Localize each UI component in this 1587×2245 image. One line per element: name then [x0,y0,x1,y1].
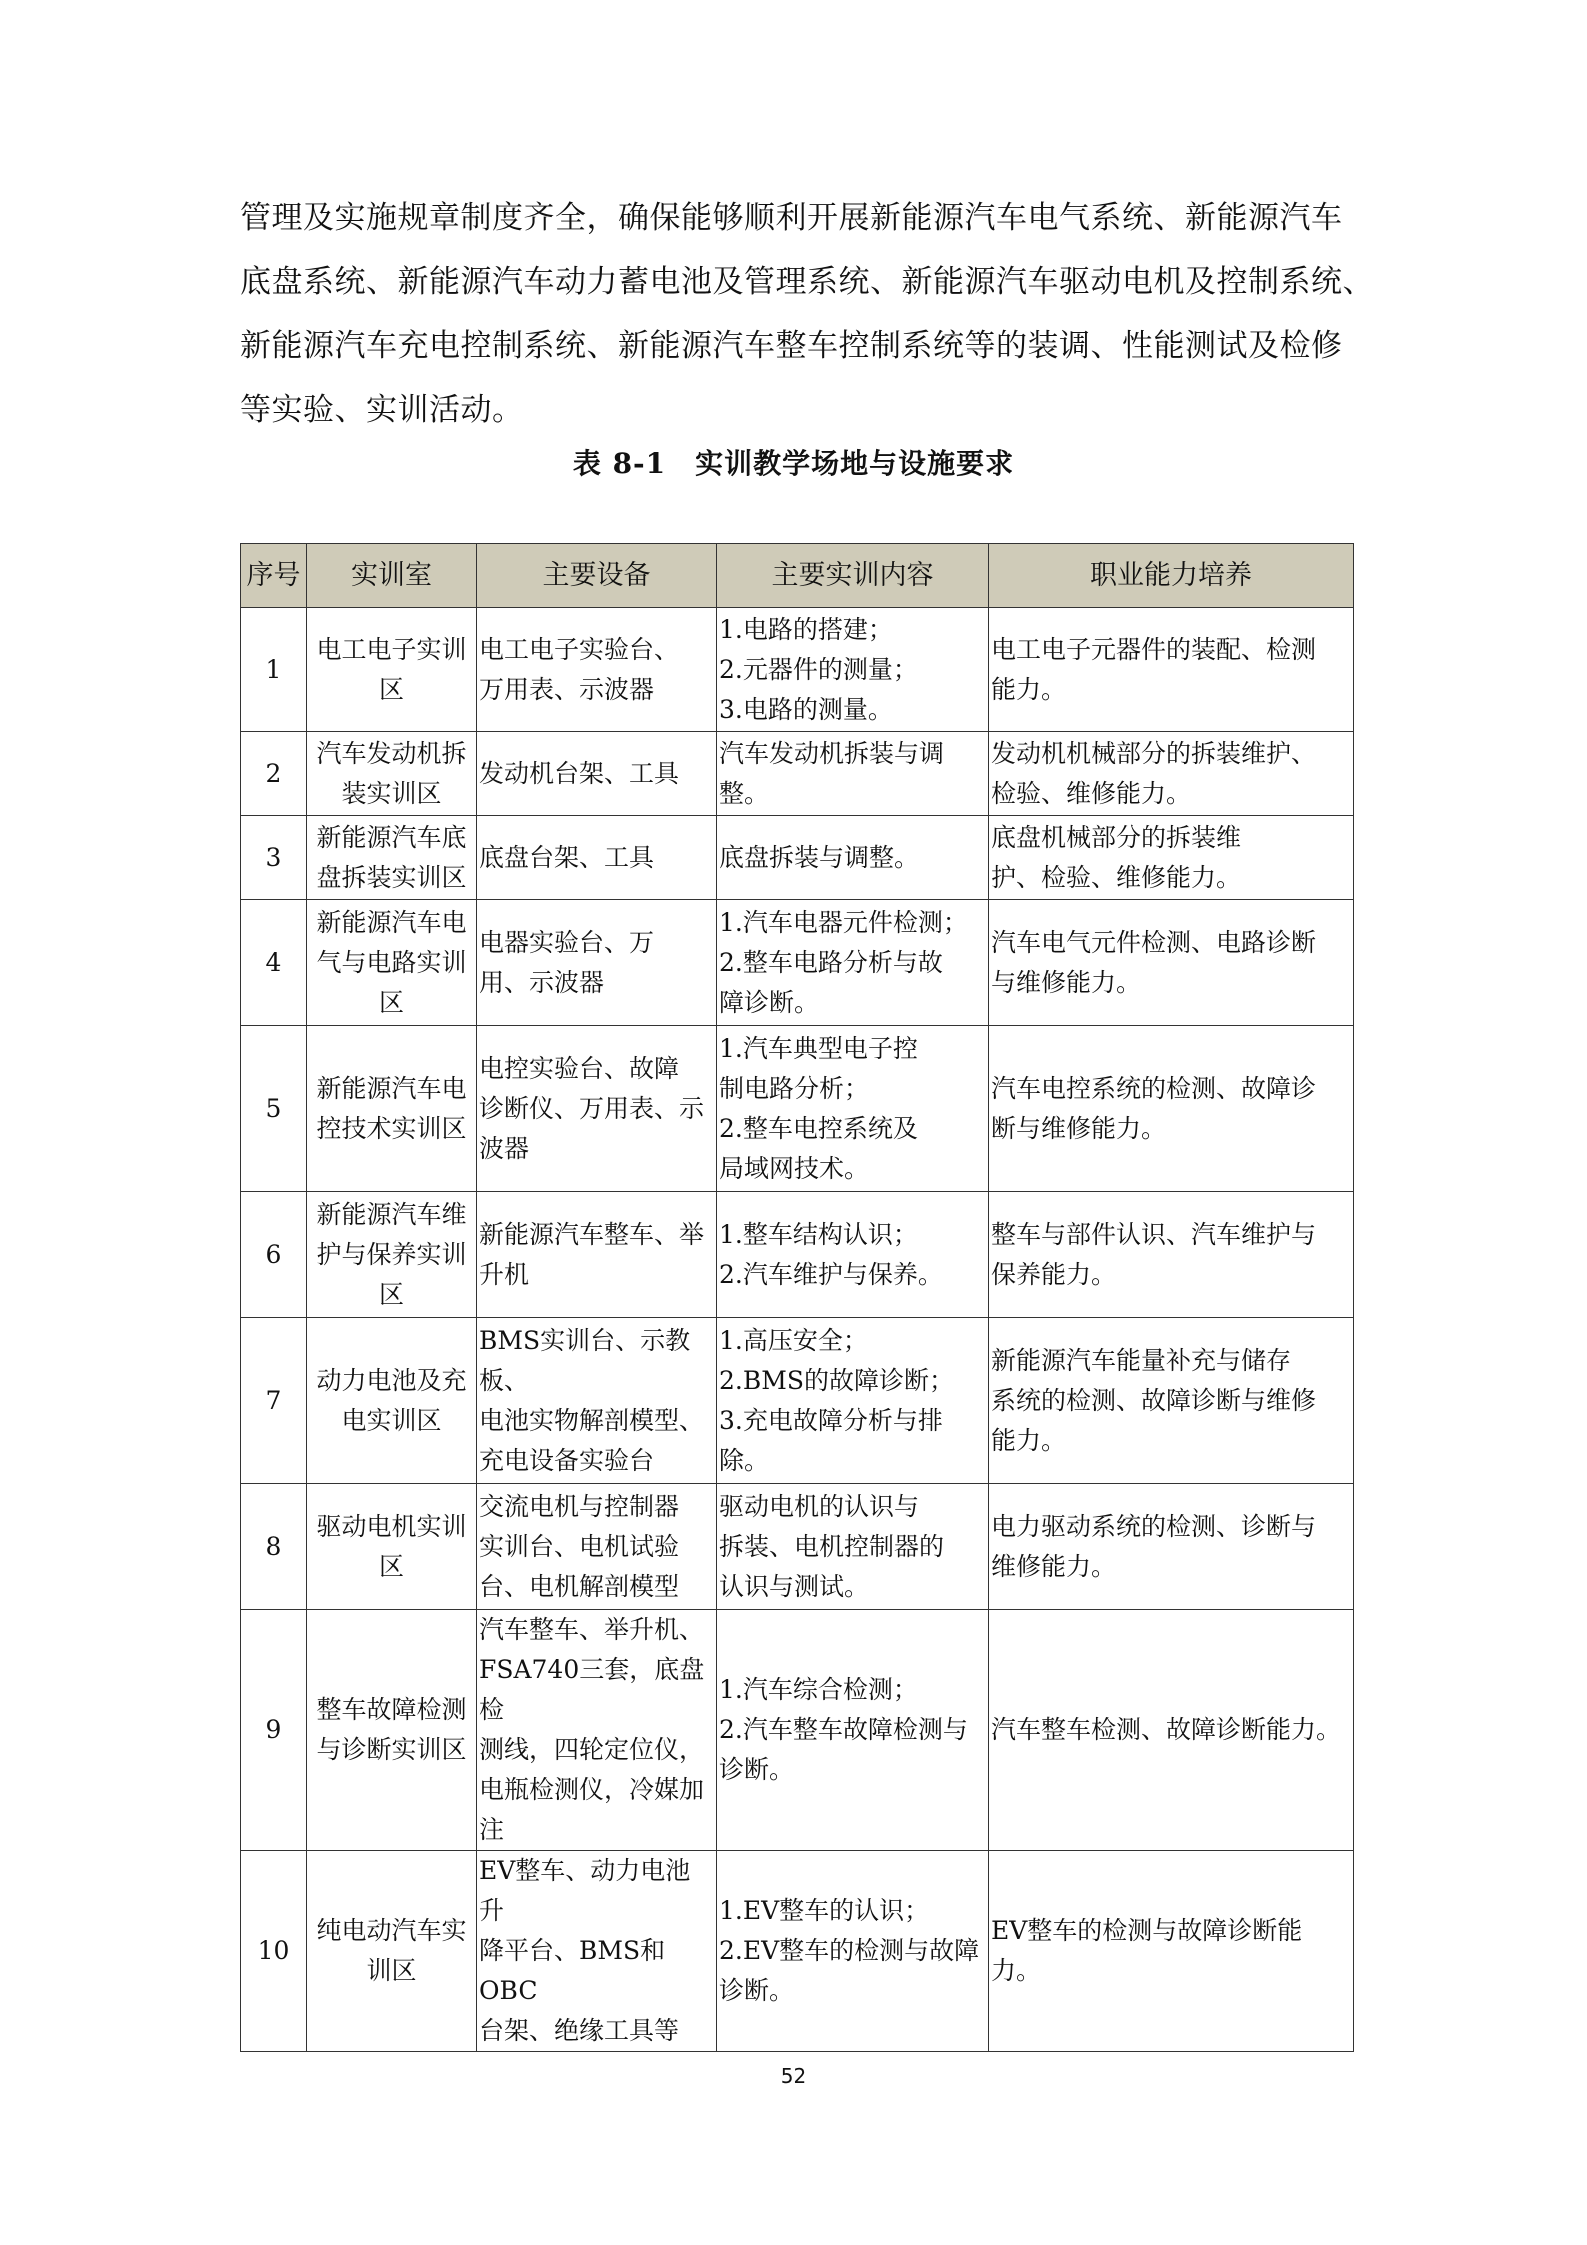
cell-line: 电控实验台、故障 [479,1053,680,1083]
cell-ability [989,816,1354,900]
cell-content [717,1318,989,1484]
cell-line: 驱动电机实训 [316,1511,467,1541]
cell-no: 4 [241,900,307,1026]
cell-room [307,900,477,1026]
cell-content [717,1026,989,1192]
cell-room [307,608,477,732]
cell-line: 1.高压安全； [719,1325,868,1355]
cell-line: 台、电机解剖模型 [479,1571,680,1601]
cell-line: 维修能力。 [991,1551,1117,1581]
cell-line: 1.汽车综合检测； [719,1675,918,1704]
cell-equipment [477,732,717,816]
cell-equipment [477,1851,717,2052]
cell-line: 电器实验台、万 [479,927,655,957]
cell-content [717,732,989,816]
cell-line: 除。 [719,1445,770,1475]
cell-line: 与诊断实训区 [316,1735,467,1764]
header-no: 序号 [241,544,307,608]
cell-line: 底盘机械部分的拆装维 [991,822,1242,852]
cell-line: 区 [378,674,404,704]
cell-ability [989,1026,1354,1192]
cell-line: 检验、维修能力。 [991,778,1192,808]
cell-line: 诊断。 [719,1976,795,2005]
cell-line: 控技术实训区 [316,1113,467,1143]
cell-line: 诊断。 [719,1755,795,1784]
table-body [241,608,1354,2052]
cell-ability [989,1610,1354,1851]
cell-line: 汽车电气元件检测、电路诊断 [991,927,1317,957]
cell-line: 2.汽车维护与保养。 [719,1259,943,1289]
paragraph-line: 管理及实施规章制度齐全，确保能够顺利开展新能源汽车电气系统、新能源汽车 [240,200,1343,236]
paragraph-line: 等实验、实训活动。 [240,392,524,428]
cell-content [717,1192,989,1318]
cell-line: 汽车整车检测、故障诊断能力。 [991,1715,1342,1744]
paragraph-line: 新能源汽车充电控制系统、新能源汽车整车控制系统等的装调、性能测试及检修 [240,328,1343,364]
cell-line: 整。 [719,778,770,808]
facilities-table [240,543,1354,2052]
cell-line: 区 [378,1279,404,1309]
cell-line: 与维修能力。 [991,967,1142,997]
table-row [241,1318,1354,1484]
cell-ability [989,1484,1354,1610]
cell-line: 电工电子元器件的装配、检测 [991,634,1317,664]
cell-no: 5 [241,1026,307,1192]
cell-line: 认识与测试。 [719,1571,870,1601]
cell-equipment [477,816,717,900]
cell-line: 训区 [366,1956,417,1985]
cell-room [307,1192,477,1318]
cell-no: 1 [241,608,307,732]
cell-no: 7 [241,1318,307,1484]
cell-line: 障诊断。 [719,987,820,1017]
cell-room [307,1484,477,1610]
header-room: 实训室 [307,544,477,608]
cell-line: 气与电路实训 [316,947,467,977]
cell-room [307,1851,477,2052]
cell-line: 1.整车结构认识； [719,1219,918,1249]
cell-line: 能力。 [991,674,1067,704]
table-row [241,900,1354,1026]
cell-line: BMS实训台、示教板、 [479,1325,691,1395]
cell-line: 汽车电控系统的检测、故障诊 [991,1073,1317,1103]
cell-line: 汽车整车、举升机、 [479,1615,705,1644]
cell-content [717,816,989,900]
cell-line: 盘拆装实训区 [316,862,467,892]
page-number: 52 [780,2064,807,2088]
cell-ability [989,732,1354,816]
cell-equipment [477,1026,717,1192]
cell-no: 9 [241,1610,307,1851]
header-content: 主要实训内容 [717,544,989,608]
cell-line: 发动机机械部分的拆装维护、 [991,738,1317,768]
cell-ability [989,900,1354,1026]
cell-line: 汽车发动机拆 [316,738,467,768]
cell-room [307,1610,477,1851]
cell-line: 2.EV整车的检测与故障 [719,1936,980,1965]
cell-line: 1.电路的搭建； [719,614,893,644]
cell-line: 驱动电机的认识与 [719,1491,920,1521]
table-row [241,732,1354,816]
cell-line: 区 [378,1551,404,1581]
table-row [241,1484,1354,1610]
table-row [241,1851,1354,2052]
cell-line: 2.元器件的测量； [719,654,918,684]
cell-no: 6 [241,1192,307,1318]
cell-line: 升机 [479,1259,530,1289]
cell-content [717,900,989,1026]
cell-line: 电工电子实训 [316,634,467,664]
cell-line: 底盘台架、工具 [479,842,655,872]
cell-line: 诊断仪、万用表、示 [479,1093,705,1123]
cell-line: 万用表、示波器 [479,674,655,704]
cell-line: 波器 [479,1133,530,1163]
cell-ability [989,1318,1354,1484]
cell-content [717,1851,989,2052]
cell-line: 局域网技术。 [719,1153,870,1183]
cell-content [717,1610,989,1851]
cell-line: 实训台、电机试验 [479,1531,680,1561]
cell-line: 汽车发动机拆装与调 [719,738,945,768]
cell-line: 降平台、BMS和OBC [479,1936,666,2005]
cell-no: 2 [241,732,307,816]
cell-line: 保养能力。 [991,1259,1117,1289]
cell-line: 3.充电故障分析与排 [719,1405,943,1435]
cell-line: 电实训区 [341,1405,442,1435]
cell-line: 新能源汽车电 [316,1073,467,1103]
table-row [241,608,1354,732]
cell-line: 充电设备实验台 [479,1445,655,1475]
cell-no: 3 [241,816,307,900]
cell-line: 测线，四轮定位仪， [479,1735,705,1764]
cell-line: 2.汽车整车故障检测与 [719,1715,968,1744]
cell-equipment [477,1610,717,1851]
cell-line: 新能源汽车能量补充与储存 [991,1345,1292,1375]
cell-line: 用、示波器 [479,967,605,997]
cell-equipment [477,900,717,1026]
cell-line: 1.汽车典型电子控 [719,1033,918,1063]
cell-line: FSA740三套，底盘检 [479,1655,705,1724]
cell-line: 护、检验、维修能力。 [991,862,1242,892]
cell-line: 电池实物解剖模型、 [479,1405,705,1435]
cell-line: 1.汽车电器元件检测； [719,907,968,937]
cell-equipment [477,1484,717,1610]
table-row [241,816,1354,900]
cell-line: 电力驱动系统的检测、诊断与 [991,1511,1317,1541]
cell-room [307,732,477,816]
cell-line: 注 [479,1815,505,1844]
cell-line: 电工电子实验台、 [479,634,680,664]
cell-line: 纯电动汽车实 [316,1916,467,1945]
cell-line: 电瓶检测仪，冷媒加 [479,1775,705,1804]
cell-line: EV整车的检测与故障诊断能力。 [991,1916,1303,1985]
cell-ability [989,608,1354,732]
header-equipment: 主要设备 [477,544,717,608]
body-paragraph [240,186,1374,442]
cell-room [307,816,477,900]
cell-room [307,1026,477,1192]
cell-line: 底盘拆装与调整。 [719,842,920,872]
cell-line: 交流电机与控制器 [479,1491,680,1521]
cell-content [717,1484,989,1610]
cell-ability [989,1851,1354,2052]
header-ability: 职业能力培养 [989,544,1354,608]
cell-equipment [477,608,717,732]
cell-no: 10 [241,1851,307,2052]
table-caption: 表 8-1 实训教学场地与设施要求 [572,447,1015,480]
cell-no: 8 [241,1484,307,1610]
cell-line: 动力电池及充 [316,1365,467,1395]
cell-line: 拆装、电机控制器的 [719,1531,945,1561]
table-row [241,1192,1354,1318]
cell-line: 新能源汽车电 [316,907,467,937]
cell-line: 能力。 [991,1425,1067,1455]
table-row [241,1026,1354,1192]
cell-line: 新能源汽车底 [316,822,467,852]
paragraph-line: 底盘系统、新能源汽车动力蓄电池及管理系统、新能源汽车驱动电机及控制系统、 [240,264,1374,300]
cell-line: 2.BMS的故障诊断； [719,1365,954,1395]
cell-line: 整车与部件认识、汽车维护与 [991,1219,1317,1249]
cell-line: 发动机台架、工具 [479,758,680,788]
cell-ability [989,1192,1354,1318]
cell-line: 2.整车电控系统及 [719,1113,918,1143]
table-header-row [241,544,1354,608]
cell-line: 台架、绝缘工具等 [479,2016,680,2045]
cell-room [307,1318,477,1484]
cell-line: 3.电路的测量。 [719,694,893,724]
table-row [241,1610,1354,1851]
cell-line: 制电路分析； [719,1073,870,1103]
cell-line: 系统的检测、故障诊断与维修 [991,1385,1317,1415]
cell-line: 护与保养实训 [316,1239,467,1269]
cell-equipment [477,1318,717,1484]
cell-line: 新能源汽车整车、举 [479,1219,705,1249]
cell-line: 1.EV整车的认识； [719,1896,930,1925]
cell-content [717,608,989,732]
cell-line: 断与维修能力。 [991,1113,1167,1143]
cell-line: 新能源汽车维 [316,1199,467,1229]
cell-line: 2.整车电路分析与故 [719,947,943,977]
cell-line: 区 [378,987,404,1017]
cell-line: 整车故障检测 [316,1695,467,1724]
cell-equipment [477,1192,717,1318]
cell-line: 装实训区 [341,778,442,808]
cell-line: EV整车、动力电池升 [479,1856,691,1925]
